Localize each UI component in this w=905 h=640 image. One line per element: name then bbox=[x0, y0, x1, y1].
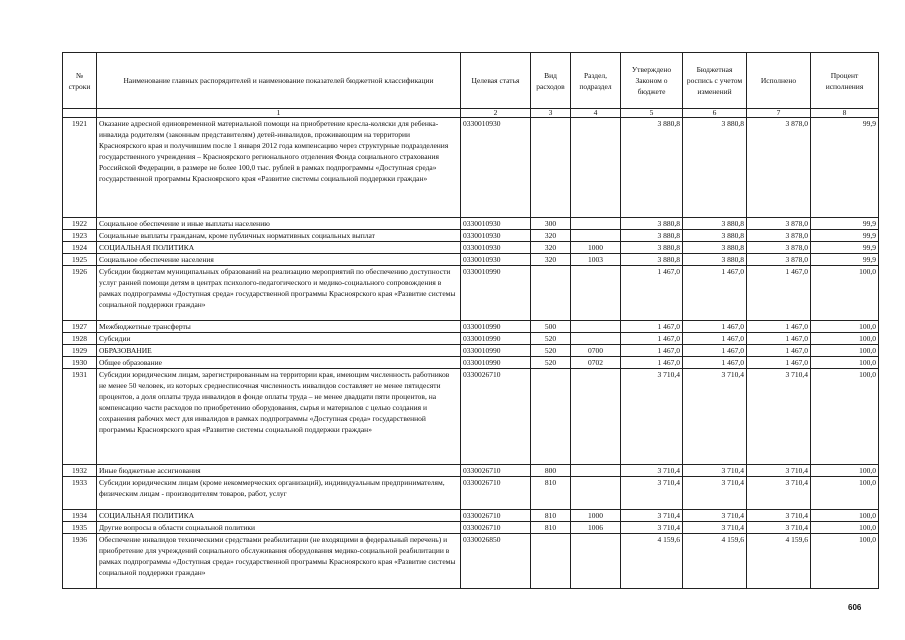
row-section: 0700 bbox=[571, 345, 621, 357]
budget-table bbox=[62, 52, 879, 589]
row-name: ОБРАЗОВАНИЕ bbox=[97, 345, 461, 357]
row-approved: 3 710,4 bbox=[621, 522, 683, 534]
row-name: СОЦИАЛЬНАЯ ПОЛИТИКА bbox=[97, 510, 461, 522]
row-expense-kind: 810 bbox=[531, 522, 571, 534]
row-percent: 99,9 bbox=[811, 242, 879, 254]
table-row bbox=[63, 242, 879, 254]
row-approved: 3 710,4 bbox=[621, 510, 683, 522]
row-section bbox=[571, 369, 621, 465]
row-percent: 100,0 bbox=[811, 266, 879, 321]
row-target-code: 0330010990 bbox=[461, 321, 531, 333]
row-approved: 3 880,8 bbox=[621, 242, 683, 254]
row-percent: 99,9 bbox=[811, 230, 879, 242]
column-number: 6 bbox=[683, 109, 747, 118]
column-number: 3 bbox=[531, 109, 571, 118]
row-budget-list: 3 710,4 bbox=[683, 510, 747, 522]
header-approved: Утверждено Законом о бюджете bbox=[621, 53, 683, 109]
row-target-code: 0330010990 bbox=[461, 333, 531, 345]
row-target-code: 0330010930 bbox=[461, 218, 531, 230]
table-row bbox=[63, 522, 879, 534]
table-row bbox=[63, 357, 879, 369]
row-expense-kind bbox=[531, 534, 571, 589]
row-target-code: 0330026710 bbox=[461, 522, 531, 534]
row-number: 1928 bbox=[63, 333, 97, 345]
row-section bbox=[571, 321, 621, 333]
row-target-code: 0330026850 bbox=[461, 534, 531, 589]
row-number: 1936 bbox=[63, 534, 97, 589]
row-executed: 4 159,6 bbox=[747, 534, 811, 589]
row-percent: 100,0 bbox=[811, 321, 879, 333]
row-executed: 1 467,0 bbox=[747, 357, 811, 369]
row-budget-list: 3 880,8 bbox=[683, 230, 747, 242]
row-percent: 100,0 bbox=[811, 357, 879, 369]
row-expense-kind: 320 bbox=[531, 230, 571, 242]
row-number: 1930 bbox=[63, 357, 97, 369]
header-percent: Процент исполнения bbox=[811, 53, 879, 109]
row-percent: 100,0 bbox=[811, 522, 879, 534]
row-executed: 3 878,0 bbox=[747, 118, 811, 218]
row-number: 1931 bbox=[63, 369, 97, 465]
row-executed: 3 878,0 bbox=[747, 242, 811, 254]
row-name: Обеспечение инвалидов техническими средствами реабилитации (не входящими в федеральный перечень) и приобретение для учреждений социального обслуживания оборудования медико-социальной реабилитации в рамках подпрограммы «Доступная среда» государственной программы Красноярского края «Развитие системы социальной поддержки граждан» bbox=[97, 534, 461, 589]
row-target-code: 0330010990 bbox=[461, 345, 531, 357]
row-expense-kind: 300 bbox=[531, 218, 571, 230]
row-number: 1924 bbox=[63, 242, 97, 254]
header-section: Раздел, подраздел bbox=[571, 53, 621, 109]
row-approved: 1 467,0 bbox=[621, 321, 683, 333]
row-approved: 3 880,8 bbox=[621, 230, 683, 242]
row-expense-kind: 320 bbox=[531, 254, 571, 266]
row-name: СОЦИАЛЬНАЯ ПОЛИТИКА bbox=[97, 242, 461, 254]
table-row bbox=[63, 534, 879, 589]
row-number: 1922 bbox=[63, 218, 97, 230]
table-row bbox=[63, 345, 879, 357]
table-row bbox=[63, 333, 879, 345]
row-budget-list: 3 710,4 bbox=[683, 465, 747, 477]
table-row bbox=[63, 254, 879, 266]
row-expense-kind bbox=[531, 266, 571, 321]
row-percent: 100,0 bbox=[811, 465, 879, 477]
column-number: 1 bbox=[97, 109, 461, 118]
page-number: 606 bbox=[848, 603, 862, 612]
row-expense-kind: 810 bbox=[531, 510, 571, 522]
row-name: Субсидии bbox=[97, 333, 461, 345]
row-percent: 99,9 bbox=[811, 118, 879, 218]
row-executed: 3 710,4 bbox=[747, 465, 811, 477]
table-row bbox=[63, 369, 879, 465]
row-budget-list: 3 710,4 bbox=[683, 369, 747, 465]
row-budget-list: 3 880,8 bbox=[683, 242, 747, 254]
row-target-code: 0330010930 bbox=[461, 254, 531, 266]
row-percent: 100,0 bbox=[811, 345, 879, 357]
row-name: Межбюджетные трансферты bbox=[97, 321, 461, 333]
row-budget-list: 1 467,0 bbox=[683, 345, 747, 357]
row-executed: 3 710,4 bbox=[747, 522, 811, 534]
row-section bbox=[571, 465, 621, 477]
row-percent: 100,0 bbox=[811, 534, 879, 589]
row-budget-list: 3 880,8 bbox=[683, 218, 747, 230]
row-percent: 100,0 bbox=[811, 510, 879, 522]
row-budget-list: 3 710,4 bbox=[683, 522, 747, 534]
row-expense-kind: 520 bbox=[531, 357, 571, 369]
row-section: 1006 bbox=[571, 522, 621, 534]
row-section bbox=[571, 477, 621, 510]
header-target: Целевая статья bbox=[461, 53, 531, 109]
row-executed: 3 710,4 bbox=[747, 477, 811, 510]
row-target-code: 0330026710 bbox=[461, 369, 531, 465]
row-number: 1932 bbox=[63, 465, 97, 477]
row-section bbox=[571, 266, 621, 321]
row-approved: 3 710,4 bbox=[621, 477, 683, 510]
table-body bbox=[63, 118, 879, 589]
row-target-code: 0330026710 bbox=[461, 465, 531, 477]
header-budget-list: Бюджетная роспись с учетом изменений bbox=[683, 53, 747, 109]
header-kind: Вид расходов bbox=[531, 53, 571, 109]
row-expense-kind: 500 bbox=[531, 321, 571, 333]
row-budget-list: 1 467,0 bbox=[683, 357, 747, 369]
row-expense-kind bbox=[531, 118, 571, 218]
row-section: 0702 bbox=[571, 357, 621, 369]
row-name: Субсидии юридическим лицам (кроме некоммерческих организаций), индивидуальным предпринимателям, физическим лицам - производителям товаров, работ, услуг bbox=[97, 477, 461, 510]
row-percent: 100,0 bbox=[811, 477, 879, 510]
row-number: 1921 bbox=[63, 118, 97, 218]
row-expense-kind: 320 bbox=[531, 242, 571, 254]
row-name: Субсидии бюджетам муниципальных образований на реализацию мероприятий по обеспечению доступности услуг ранней помощи детям в центрах психолого-педагогического и медико-социального сопровождения в рамках подпрограммы «Доступная среда» государственной программы Красноярского края «Развитие системы социальной поддержки граждан» bbox=[97, 266, 461, 321]
row-budget-list: 3 880,8 bbox=[683, 118, 747, 218]
column-number bbox=[63, 109, 97, 118]
row-budget-list: 1 467,0 bbox=[683, 321, 747, 333]
row-name: Общее образование bbox=[97, 357, 461, 369]
row-executed: 3 710,4 bbox=[747, 510, 811, 522]
row-number: 1935 bbox=[63, 522, 97, 534]
row-target-code: 0330010990 bbox=[461, 357, 531, 369]
row-executed: 1 467,0 bbox=[747, 345, 811, 357]
row-name: Социальное обеспечение и иные выплаты населению bbox=[97, 218, 461, 230]
header-name: Наименование главных распорядителей и наименование показателей бюджетной классификации bbox=[97, 53, 461, 109]
row-number: 1929 bbox=[63, 345, 97, 357]
header-row-no: № строки bbox=[63, 53, 97, 109]
row-executed: 3 710,4 bbox=[747, 369, 811, 465]
row-budget-list: 3 710,4 bbox=[683, 477, 747, 510]
row-target-code: 0330026710 bbox=[461, 510, 531, 522]
row-executed: 3 878,0 bbox=[747, 218, 811, 230]
row-percent: 99,9 bbox=[811, 218, 879, 230]
row-section bbox=[571, 534, 621, 589]
row-target-code: 0330026710 bbox=[461, 477, 531, 510]
row-approved: 1 467,0 bbox=[621, 357, 683, 369]
row-number: 1927 bbox=[63, 321, 97, 333]
row-executed: 1 467,0 bbox=[747, 266, 811, 321]
row-executed: 3 878,0 bbox=[747, 254, 811, 266]
row-expense-kind bbox=[531, 369, 571, 465]
table-row bbox=[63, 321, 879, 333]
row-budget-list: 1 467,0 bbox=[683, 266, 747, 321]
row-approved: 3 710,4 bbox=[621, 369, 683, 465]
column-number: 7 bbox=[747, 109, 811, 118]
row-section bbox=[571, 333, 621, 345]
row-budget-list: 1 467,0 bbox=[683, 333, 747, 345]
row-section bbox=[571, 118, 621, 218]
table-row bbox=[63, 230, 879, 242]
row-expense-kind: 520 bbox=[531, 333, 571, 345]
row-approved: 3 710,4 bbox=[621, 465, 683, 477]
row-percent: 99,9 bbox=[811, 254, 879, 266]
table-row bbox=[63, 465, 879, 477]
row-target-code: 0330010930 bbox=[461, 242, 531, 254]
row-executed: 1 467,0 bbox=[747, 321, 811, 333]
row-executed: 3 878,0 bbox=[747, 230, 811, 242]
row-name: Оказание адресной единовременной материальной помощи на приобретение кресла-коляски для ребенка-инвалида родителям (законным представителям) детей-инвалидов, проживающим на территории Красноярского края и получившим после 1 января 2012 года компенсацию через структурные подразделения государственного учреждения – Красноярского регионального отделения Фонда социального страхования Российской Федерации, в размере не более 100,0 тыс. рублей в рамках подпрограммы «Доступная среда» государственной программы Красноярского края «Развитие системы социальной поддержки граждан» bbox=[97, 118, 461, 218]
row-name: Иные бюджетные ассигнования bbox=[97, 465, 461, 477]
row-number: 1933 bbox=[63, 477, 97, 510]
row-approved: 1 467,0 bbox=[621, 333, 683, 345]
row-name: Другие вопросы в области социальной политики bbox=[97, 522, 461, 534]
row-target-code: 0330010930 bbox=[461, 230, 531, 242]
row-section: 1000 bbox=[571, 242, 621, 254]
row-number: 1925 bbox=[63, 254, 97, 266]
row-approved: 3 880,8 bbox=[621, 118, 683, 218]
row-approved: 3 880,8 bbox=[621, 218, 683, 230]
column-number: 5 bbox=[621, 109, 683, 118]
header-executed: Исполнено bbox=[747, 53, 811, 109]
row-number: 1923 bbox=[63, 230, 97, 242]
row-budget-list: 4 159,6 bbox=[683, 534, 747, 589]
table-row bbox=[63, 510, 879, 522]
row-expense-kind: 810 bbox=[531, 477, 571, 510]
row-expense-kind: 800 bbox=[531, 465, 571, 477]
row-name: Субсидии юридическим лицам, зарегистрированным на территории края, имеющим численность работников не менее 50 человек, из которых среднесписочная численность инвалидов составляет не менее пятидесяти процентов, а доля оплаты труда инвалидов в фонде оплаты труда – не менее двадцати пяти процентов, на компенсацию части расходов по приобретению оборудования, сырья и материалов с целью создания и сохранения рабочих мест для инвалидов в рамках подпрограммы «Доступная среда» государственной программы Красноярского края «Развитие системы социальной поддержки граждан» bbox=[97, 369, 461, 465]
row-executed: 1 467,0 bbox=[747, 333, 811, 345]
row-number: 1926 bbox=[63, 266, 97, 321]
column-number: 8 bbox=[811, 109, 879, 118]
row-expense-kind: 520 bbox=[531, 345, 571, 357]
table-row bbox=[63, 218, 879, 230]
row-budget-list: 3 880,8 bbox=[683, 254, 747, 266]
table-row bbox=[63, 118, 879, 218]
table-row bbox=[63, 477, 879, 510]
row-target-code: 0330010990 bbox=[461, 266, 531, 321]
row-target-code: 0330010930 bbox=[461, 118, 531, 218]
row-approved: 1 467,0 bbox=[621, 345, 683, 357]
row-section bbox=[571, 230, 621, 242]
column-number: 4 bbox=[571, 109, 621, 118]
column-number-row bbox=[63, 109, 879, 118]
row-approved: 3 880,8 bbox=[621, 254, 683, 266]
table-row bbox=[63, 266, 879, 321]
row-section: 1003 bbox=[571, 254, 621, 266]
row-approved: 4 159,6 bbox=[621, 534, 683, 589]
row-name: Социальные выплаты гражданам, кроме публичных нормативных социальных выплат bbox=[97, 230, 461, 242]
row-percent: 100,0 bbox=[811, 333, 879, 345]
row-name: Социальное обеспечение населения bbox=[97, 254, 461, 266]
row-approved: 1 467,0 bbox=[621, 266, 683, 321]
row-section bbox=[571, 218, 621, 230]
row-number: 1934 bbox=[63, 510, 97, 522]
row-percent: 100,0 bbox=[811, 369, 879, 465]
row-section: 1000 bbox=[571, 510, 621, 522]
column-number: 2 bbox=[461, 109, 531, 118]
